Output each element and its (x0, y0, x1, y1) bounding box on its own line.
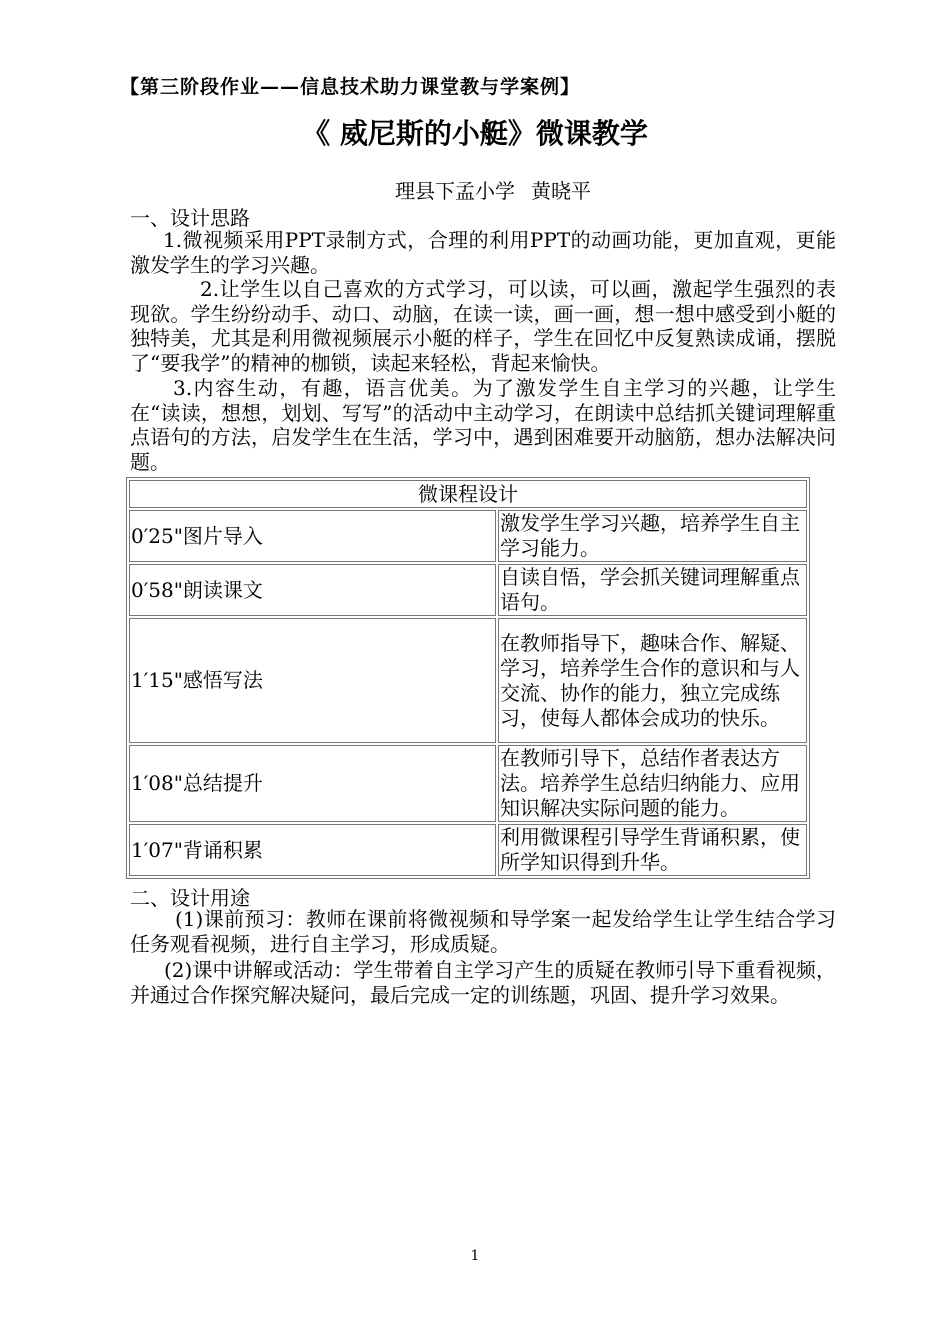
segment-description: 激发学生学习兴趣，培养学生自主学习能力。 (498, 510, 807, 562)
section-heading-design-use: 二、设计用途 (130, 886, 250, 910)
assignment-header: 【第三阶段作业——信息技术助力课堂教与学案例】 (120, 76, 581, 98)
section-heading-design-idea: 一、设计思路 (130, 206, 250, 230)
paragraph: (2)课中讲解或活动：学生带着自主学习产生的质疑在教师引导下重看视频，并通过合作探究解决疑问，最后完成一定的训练题，巩固、提升学习效果。 (130, 958, 836, 1007)
table-row (129, 824, 807, 876)
segment-time: 0′58"朗读课文 (129, 564, 496, 616)
segment-description: 利用微课程引导学生背诵积累，使所学知识得到升华。 (498, 824, 807, 876)
table-row (129, 510, 807, 562)
author-school: 理县下孟小学 (395, 179, 515, 203)
design-idea-item-1 (130, 228, 836, 277)
table-header: 微课程设计 (129, 480, 807, 508)
design-use-item-1 (130, 907, 836, 956)
design-idea-item-2 (130, 277, 836, 375)
table-row (129, 564, 807, 616)
paragraph: (1)课前预习：教师在课前将微视频和导学案一起发给学生让学生结合学习任务观看视频，进行自主学习，形成质疑。 (130, 907, 836, 956)
table-header-row (129, 480, 807, 508)
paragraph: 2.让学生以自己喜欢的方式学习，可以读，可以画，激起学生强烈的表现欲。学生纷纷动手、动口、动脑，在读一读，画一画，想一想中感受到小艇的独特美，尤其是利用微视频展示小艇的样子，学生在回忆中反复熟读成诵，摆脱了“要我学”的精神的枷锁，读起来轻松，背起来愉快。 (130, 277, 836, 375)
segment-description: 自读自悟，学会抓关键词理解重点语句。 (498, 564, 807, 616)
segment-description: 在教师指导下，趣味合作、解疑、学习，培养学生合作的意识和与人交流、协作的能力，独立完成练习，使每人都体会成功的快乐。 (498, 618, 807, 743)
segment-time: 0′25"图片导入 (129, 510, 496, 562)
page-number: 1 (470, 1248, 480, 1264)
segment-description: 在教师引导下，总结作者表达方法。培养学生总结归纳能力、应用知识解决实际问题的能力。 (498, 745, 807, 822)
paragraph: 3.内容生动，有趣，语言优美。为了激发学生自主学习的兴趣，让学生在“读读，想想，划划、写写”的活动中主动学习，在朗读中总结抓关键词理解重点语句的方法，启发学生在生活，学习中，遇到困难要开动脑筋，想办法解决问题。 (130, 376, 836, 474)
design-idea-item-3 (130, 376, 836, 474)
micro-course-design-table (126, 477, 810, 879)
table-row (129, 745, 807, 822)
segment-time: 1′15"感悟写法 (129, 618, 496, 743)
author-name: 黄晓平 (531, 179, 591, 203)
table-row (129, 618, 807, 743)
segment-time: 1′08"总结提升 (129, 745, 496, 822)
design-use-item-2 (130, 958, 836, 1007)
author-line (395, 175, 591, 204)
segment-time: 1′07"背诵积累 (129, 824, 496, 876)
page-title: 《 威尼斯的小艇》微课教学 (302, 117, 648, 150)
paragraph: 1.微视频采用PPT录制方式，合理的利用PPT的动画功能，更加直观，更能激发学生的学习兴趣。 (130, 228, 836, 277)
